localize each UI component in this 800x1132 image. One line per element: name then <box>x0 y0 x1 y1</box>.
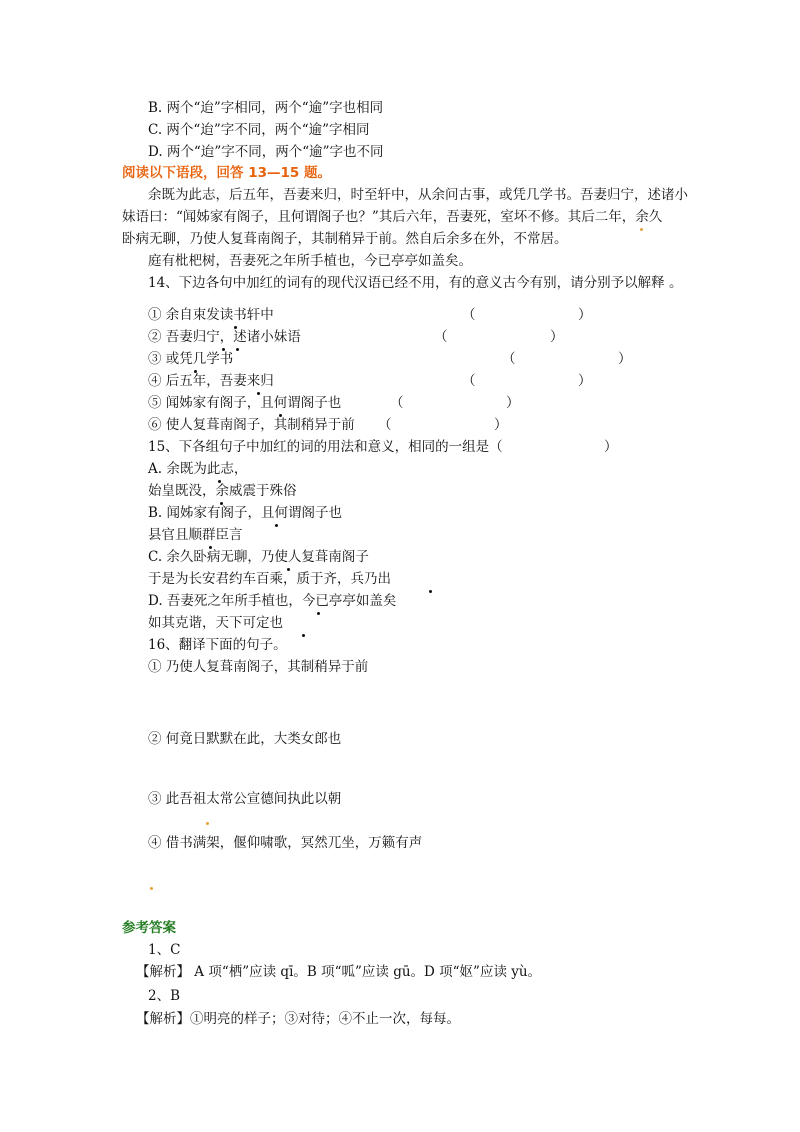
answer-paren-close: ） <box>578 373 592 389</box>
q12-option-b: B. 两个“迨”字相同，两个“逾”字也相同 <box>148 100 384 116</box>
answer-paren-open: （ <box>502 351 516 367</box>
q16-item: ③ 此吾祖太常公宣德间执此以朝 <box>148 791 342 807</box>
answer-line: 2、B <box>148 988 181 1004</box>
answer-paren-close: ） <box>506 395 520 411</box>
q15-stem: 15、下各组句子中加红的词的用法和意义，相同的一组是（ <box>148 439 503 455</box>
answer-paren-open: （ <box>462 373 476 389</box>
answer-paren-close: ） <box>578 307 592 323</box>
answer-paren-open: （ <box>390 395 404 411</box>
q14-item: ⑥ 使人复葺南阁子，其制稍异于前 <box>148 417 355 433</box>
answer-paren-close: ） <box>550 329 564 345</box>
answer-paren-open: （ <box>462 307 476 323</box>
q14-item: ④ 后五年，吾妻来归 <box>148 373 274 389</box>
q15-option-d: D. 吾妻死之年所手植也，今已亭亭如盖矣 <box>148 593 397 609</box>
stray-mark <box>640 228 643 231</box>
q14-stem: 14、下边各句中加红的词有的现代汉语已经不用，有的意义古今有别，请分别予以解释 。 <box>148 275 683 291</box>
q16-item: ① 乃使人复葺南阁子，其制稍异于前 <box>148 659 369 675</box>
q12-option-c: C. 两个“迨”字不同，两个“逾”字相同 <box>148 122 370 138</box>
passage-line: 庭有枇杷树，吾妻死之年所手植也，今已亭亭如盖矣。 <box>148 253 472 269</box>
emphasis-dot <box>302 634 305 637</box>
q15-option-a-pair: 始皇既没，余威震于殊俗 <box>148 483 297 499</box>
q14-item: ① 余自束发读书轩中 <box>148 307 274 323</box>
answer-paren-close: ） <box>604 439 618 455</box>
q16-stem: 16、翻译下面的句子。 <box>148 637 287 653</box>
answer-paren-close: ） <box>494 417 508 433</box>
stray-mark <box>150 887 153 890</box>
q15-option-b-pair: 县官且顺群臣言 <box>148 527 243 543</box>
q15-option-c: C. 余久卧病无聊，乃使人复葺南阁子 <box>148 549 369 565</box>
q14-item: ② 吾妻归宁，述诸小妹语 <box>148 329 301 345</box>
q15-option-d-pair: 如其克谐，天下可定也 <box>148 615 283 631</box>
reading-section-header: 阅读以下语段，回答 13—15 题。 <box>122 165 331 181</box>
q15-option-a: A. 余既为此志， <box>148 461 248 477</box>
q15-option-c-pair: 于是为长安君约车百乘，质于齐，兵乃出 <box>148 571 391 587</box>
passage-line: 余既为此志，后五年，吾妻来归，时至轩中，从余问古事，或凭几学书。吾妻归宁，述诸小 <box>148 187 688 203</box>
answers-header: 参考答案 <box>122 920 176 936</box>
q14-item: ⑤ 闻姊家有阁子，且何谓阁子也 <box>148 395 342 411</box>
emphasis-dot <box>429 590 432 593</box>
answer-paren-open: （ <box>434 329 448 345</box>
stray-mark <box>206 822 209 825</box>
answer-paren-close: ） <box>618 351 632 367</box>
emphasis-dot <box>317 612 320 615</box>
answer-line: 1、C <box>148 942 181 958</box>
q12-option-d: D. 两个“迨”字不同，两个“逾”字也不同 <box>148 144 384 160</box>
q15-option-b: B. 闻姊家有阁子，且何谓阁子也 <box>148 505 343 521</box>
answer-explanation: 【解析】 A 项“栖”应读 qī。B 项“呱”应读 gū。D 项“妪”应读 yù。 <box>136 964 542 980</box>
passage-line: 妹语曰：“闻姊家有阁子，且何谓阁子也？”其后六年，吾妻死，室坏不修。其后二年，余久 <box>122 209 663 225</box>
answer-paren-open: （ <box>378 417 392 433</box>
q16-item: ② 何竟日默默在此，大类女郎也 <box>148 731 342 747</box>
passage-line: 卧病无聊，乃使人复葺南阁子，其制稍异于前。然自后余多在外，不常居。 <box>122 231 568 247</box>
emphasis-dot <box>236 348 239 351</box>
emphasis-dot <box>275 524 278 527</box>
q14-item: ③ 或凭几学书 <box>148 351 234 367</box>
q16-item: ④ 借书满架，偃仰啸歌，冥然兀坐，万籁有声 <box>148 835 423 851</box>
answer-explanation: 【解析】①明亮的样子；③对待；④不止一次，每每。 <box>136 1011 460 1027</box>
